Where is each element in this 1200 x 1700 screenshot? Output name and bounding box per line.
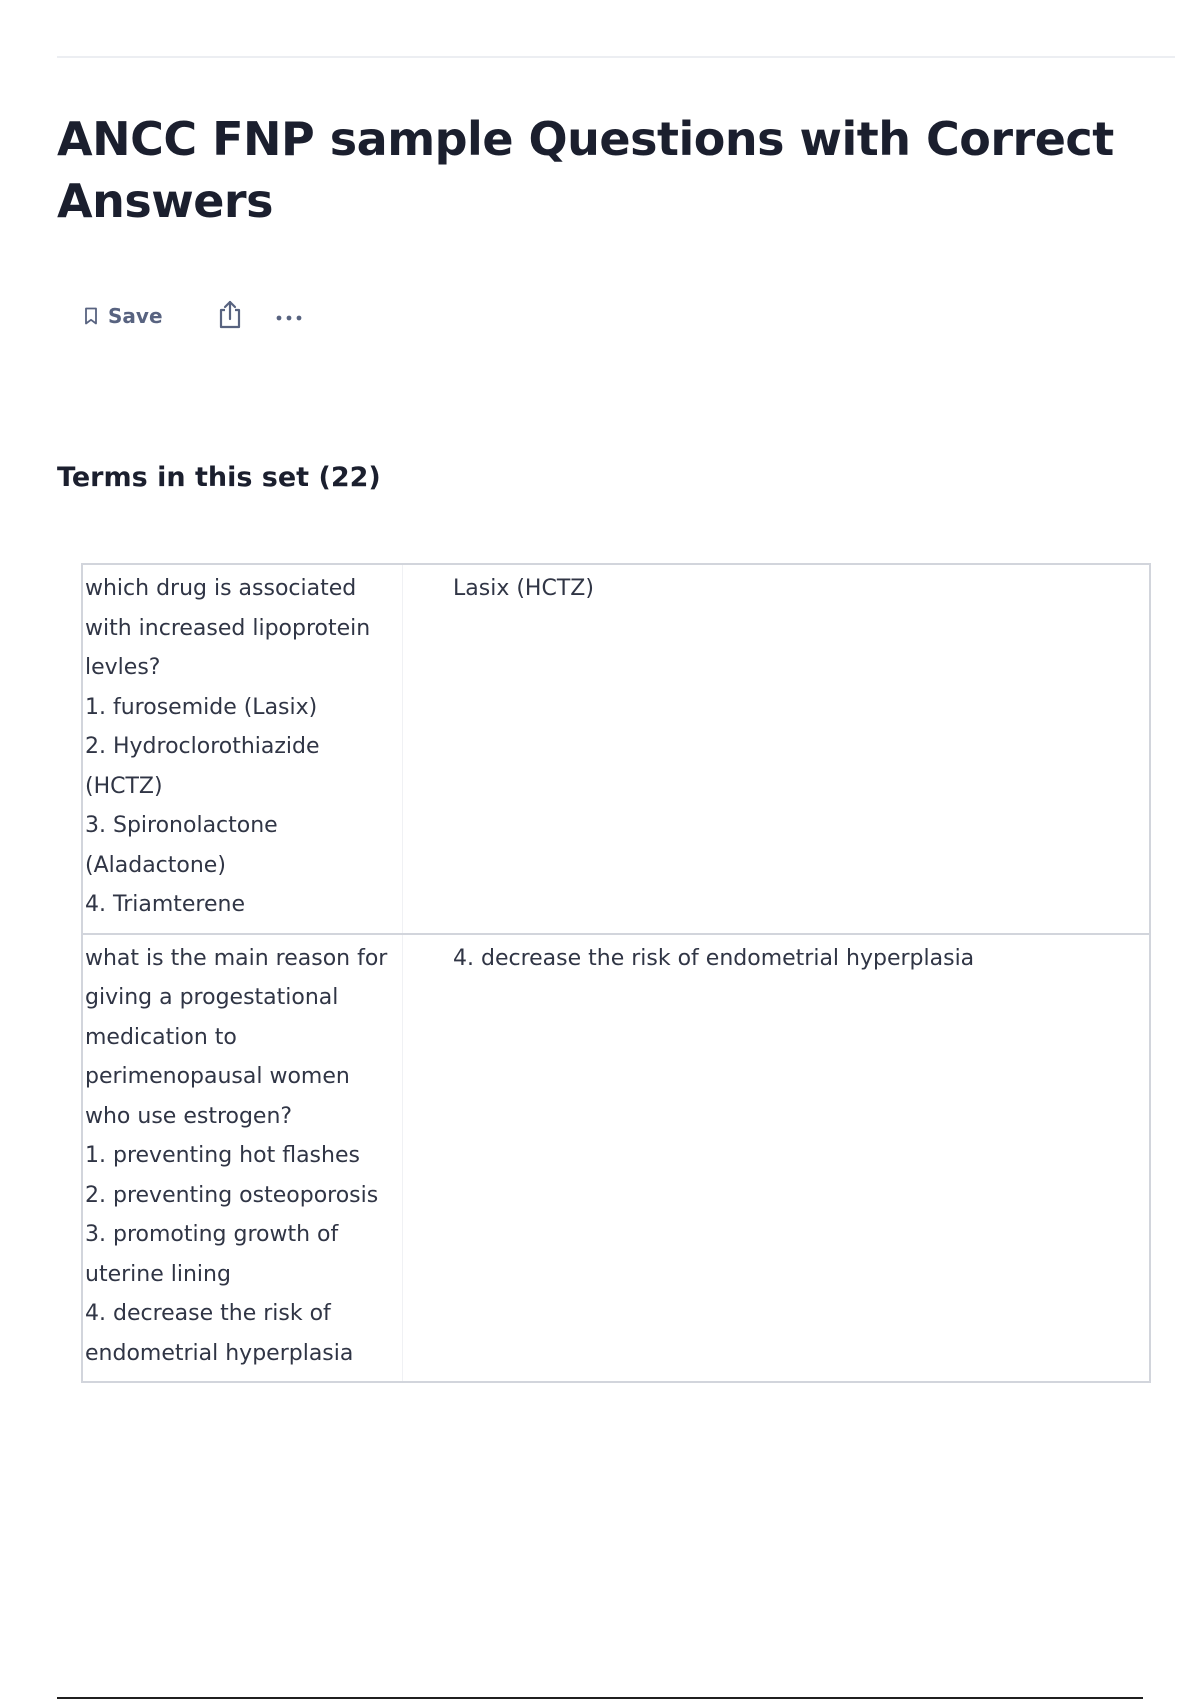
definition-text: 4. decrease the risk of endometrial hyperplasia [453,945,975,971]
set-toolbar [84,296,303,336]
share-icon [217,299,243,333]
share-button[interactable] [217,299,243,333]
save-label: Save [108,304,163,328]
term-text: what is the main reason for giving a progestational medication to perimenopausal women who use estrogen? 1. preventing hot flashes 2. preventing osteoporosis 3. promoting growth of uterine lining 4. decrease the risk of endometrial hyperplasia [83,935,403,1382]
top-divider [57,56,1175,58]
save-button[interactable] [84,304,163,328]
bottom-divider [57,1697,1143,1699]
bookmark-icon [84,307,98,325]
term-row [83,935,1149,1382]
term-text: which drug is associated with increased lipoprotein levles? 1. furosemide (Lasix) 2. Hydroclorothiazide (HCTZ) 3. Spironolactone (Aladactone) 4. Triamterene [83,565,403,933]
terms-heading: Terms in this set (22) [57,462,381,493]
page-title: ANCC FNP sample Questions with Correct Answers [57,112,1114,228]
more-options-button[interactable] [275,307,303,326]
definition-text: Lasix (HCTZ) [453,576,594,601]
terms-table [81,563,1151,1383]
more-horizontal-icon [275,307,303,326]
term-row [83,565,1149,935]
